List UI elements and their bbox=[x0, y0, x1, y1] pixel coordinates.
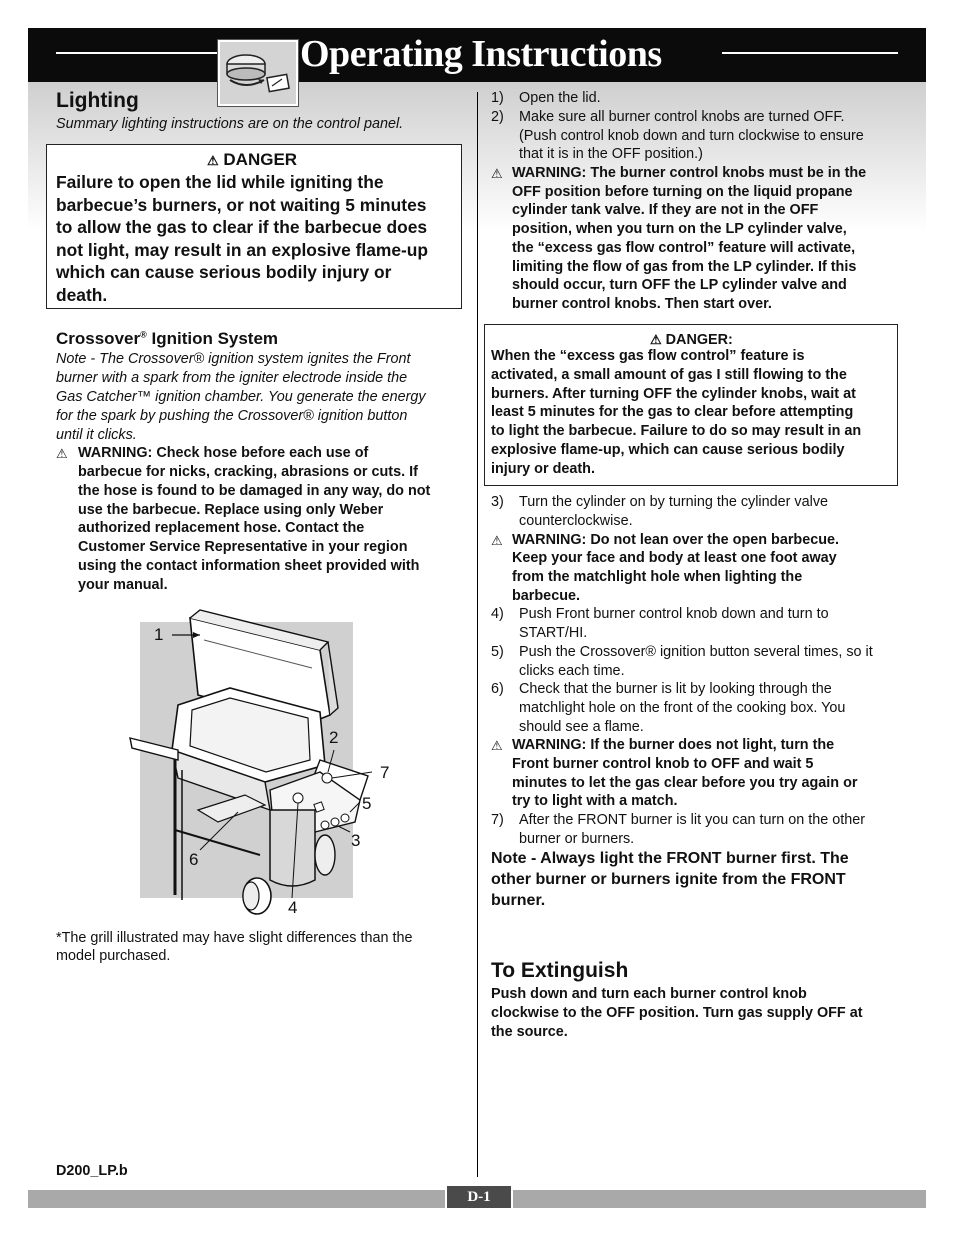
warning-triangle-icon: ⚠ bbox=[207, 153, 219, 168]
callout-1: 1 bbox=[154, 625, 164, 644]
lighting-heading: Lighting bbox=[56, 89, 139, 112]
step-number: 3) bbox=[491, 494, 504, 510]
extinguish-line: the source. bbox=[491, 1024, 568, 1040]
warning-line: burner control knobs. Then start over. bbox=[512, 296, 772, 312]
note-line: Gas Catcher™ ignition chamber. You generate the energy bbox=[56, 389, 426, 405]
step-number: 5) bbox=[491, 644, 504, 660]
step-text: matchlight hole on the front of the cooking box. You bbox=[519, 700, 846, 716]
warning-line: try to light with a match. bbox=[512, 793, 678, 809]
step-text: Push the Crossover® ignition button several times, so it bbox=[519, 644, 873, 660]
callout-6: 6 bbox=[189, 850, 199, 869]
warning-line: OFF position before turning on the liquid propane bbox=[512, 184, 853, 200]
warning-line: cylinder tank valve. If they are not in the OFF bbox=[512, 202, 819, 218]
danger-line: death. bbox=[56, 284, 108, 305]
warning-triangle-icon: ⚠ bbox=[491, 166, 503, 181]
warning-line: Keep your face and body at least one foot away bbox=[512, 550, 837, 566]
note-line: for the spark by pushing the Crossover® ignition button bbox=[56, 408, 408, 424]
warning-line: position, when you turn on the LP cylinder valve, bbox=[512, 221, 847, 237]
step-text: After the FRONT burner is lit you can turn on the other bbox=[519, 812, 866, 828]
step-text: Check that the burner is lit by looking through the bbox=[519, 681, 832, 697]
crossover-heading: Crossover® Ignition System bbox=[56, 329, 279, 348]
extinguish-heading: To Extinguish bbox=[491, 959, 629, 982]
note-line: until it clicks. bbox=[56, 427, 137, 443]
note-line: Note - Always light the FRONT burner first. The bbox=[491, 850, 849, 867]
step-number: 7) bbox=[491, 812, 504, 828]
step-text: (Push control knob down and turn clockwise to ensure bbox=[519, 128, 864, 144]
extinguish-line: Push down and turn each burner control knob bbox=[491, 986, 807, 1002]
warning-line: barbecue. bbox=[512, 588, 580, 604]
callout-4: 4 bbox=[288, 898, 298, 917]
warning-line: use the barbecue. Replace using only Weber bbox=[78, 502, 384, 518]
warning-line: authorized replacement hose. Contact the bbox=[78, 520, 365, 536]
step-text: Turn the cylinder on by turning the cylinder valve bbox=[519, 494, 829, 510]
step-text: counterclockwise. bbox=[519, 513, 633, 529]
warning-line: the “excess gas flow control” feature will activate, bbox=[512, 240, 856, 256]
warning-triangle-icon: ⚠ bbox=[56, 446, 68, 461]
step-number: 1) bbox=[491, 90, 504, 106]
header-rule-right bbox=[722, 52, 898, 54]
danger-line: not light, may result in an explosive flame-up bbox=[56, 239, 429, 260]
warning-triangle-icon: ⚠ bbox=[491, 533, 503, 548]
step-text: that it is in the OFF position.) bbox=[519, 146, 703, 162]
page-number: D-1 bbox=[445, 1186, 513, 1208]
page-title: Operating Instructions bbox=[300, 33, 662, 75]
warning-line: WARNING: Check hose before each use of bbox=[78, 445, 369, 461]
document-code: D200_LP.b bbox=[56, 1163, 128, 1179]
lighting-subtitle: Summary lighting instructions are on the control panel. bbox=[56, 116, 404, 132]
warning-line: Front burner control knob to OFF and wait 5 bbox=[512, 756, 814, 772]
danger2-line: explosive flame-up, which can cause serious bodily bbox=[491, 442, 845, 458]
extinguish-line: clockwise to the OFF position. Turn gas supply OFF at bbox=[491, 1005, 863, 1021]
step-text: Open the lid. bbox=[519, 90, 601, 106]
warning-line: WARNING: The burner control knobs must be in the bbox=[512, 165, 867, 181]
step-number: 2) bbox=[491, 109, 504, 125]
danger-box-2 bbox=[484, 324, 898, 486]
warning-triangle-icon: ⚠ bbox=[491, 738, 503, 753]
grill-illustration bbox=[120, 600, 400, 920]
callout-7: 7 bbox=[380, 763, 390, 782]
note-line: burner. bbox=[491, 892, 546, 909]
step-text: burner or burners. bbox=[519, 831, 635, 847]
footnote-line: *The grill illustrated may have slight differences than the bbox=[56, 930, 413, 946]
lid-lighting-icon bbox=[218, 40, 298, 106]
note-line: other burner or burners ignite from the FRONT bbox=[491, 871, 846, 888]
danger-line: Failure to open the lid while igniting the bbox=[56, 172, 384, 192]
warning-line: your manual. bbox=[78, 577, 168, 593]
warning-line: WARNING: Do not lean over the open barbecue. bbox=[512, 532, 840, 548]
warning-line: minutes to let the gas clear before you try again or bbox=[512, 775, 858, 791]
note-line: burner with a spark from the igniter electrode inside the bbox=[56, 370, 408, 386]
warning-line: WARNING: If the burner does not light, turn the bbox=[512, 737, 835, 753]
warning-line: the hose is found to be damaged in any way, do not bbox=[78, 483, 431, 499]
danger2-line: burners. After turning OFF the cylinder knobs, wait at bbox=[491, 386, 856, 402]
warning-line: from the matchlight hole when lighting the bbox=[512, 569, 803, 585]
callout-2: 2 bbox=[329, 728, 339, 747]
warning-line: barbecue for nicks, cracking, abrasions or cuts. If bbox=[78, 464, 418, 480]
danger-line: barbecue’s burners, or not waiting 5 minutes bbox=[56, 194, 427, 215]
callout-3: 3 bbox=[351, 831, 361, 850]
danger2-title: DANGER: bbox=[665, 332, 733, 348]
warning-line: Customer Service Representative in your region bbox=[78, 539, 408, 555]
page-header bbox=[28, 28, 926, 82]
danger2-line: injury or death. bbox=[491, 461, 595, 477]
danger2-line: least 5 minutes for the gas to clear before attempting bbox=[491, 404, 854, 420]
danger-line: to allow the gas to clear if the barbecue does bbox=[56, 217, 428, 237]
warning-line: limiting the flow of gas from the LP cylinder. If this bbox=[512, 259, 857, 275]
column-divider bbox=[477, 92, 478, 1177]
step-text: START/HI. bbox=[519, 625, 588, 641]
danger-line: which can cause serious bodily injury or bbox=[56, 262, 392, 282]
step-number: 6) bbox=[491, 681, 504, 697]
danger-box bbox=[46, 144, 462, 309]
step-text: Push Front burner control knob down and turn to bbox=[519, 606, 829, 622]
danger-title-row bbox=[207, 150, 297, 170]
step-text: Make sure all burner control knobs are turned OFF. bbox=[519, 109, 845, 125]
note-line: Note - The Crossover® ignition system ignites the Front bbox=[56, 351, 411, 367]
step-number: 4) bbox=[491, 606, 504, 622]
footnote-line: model purchased. bbox=[56, 948, 171, 964]
warning-line: should occur, turn OFF the LP cylinder valve and bbox=[512, 277, 847, 293]
warning-line: using the contact information sheet provided with bbox=[78, 558, 420, 574]
danger2-line: When the “excess gas flow control” feature is bbox=[491, 348, 805, 364]
danger2-line: activated, a small amount of gas I still flowing to the bbox=[491, 367, 847, 383]
danger-title: DANGER bbox=[223, 150, 298, 169]
step-text: should see a flame. bbox=[519, 719, 644, 735]
callout-5: 5 bbox=[362, 794, 372, 813]
danger2-line: to light the barbecue. Failure to do so may result in an bbox=[491, 423, 862, 439]
step-text: clicks each time. bbox=[519, 663, 625, 679]
warning-triangle-icon: ⚠ bbox=[650, 332, 662, 347]
